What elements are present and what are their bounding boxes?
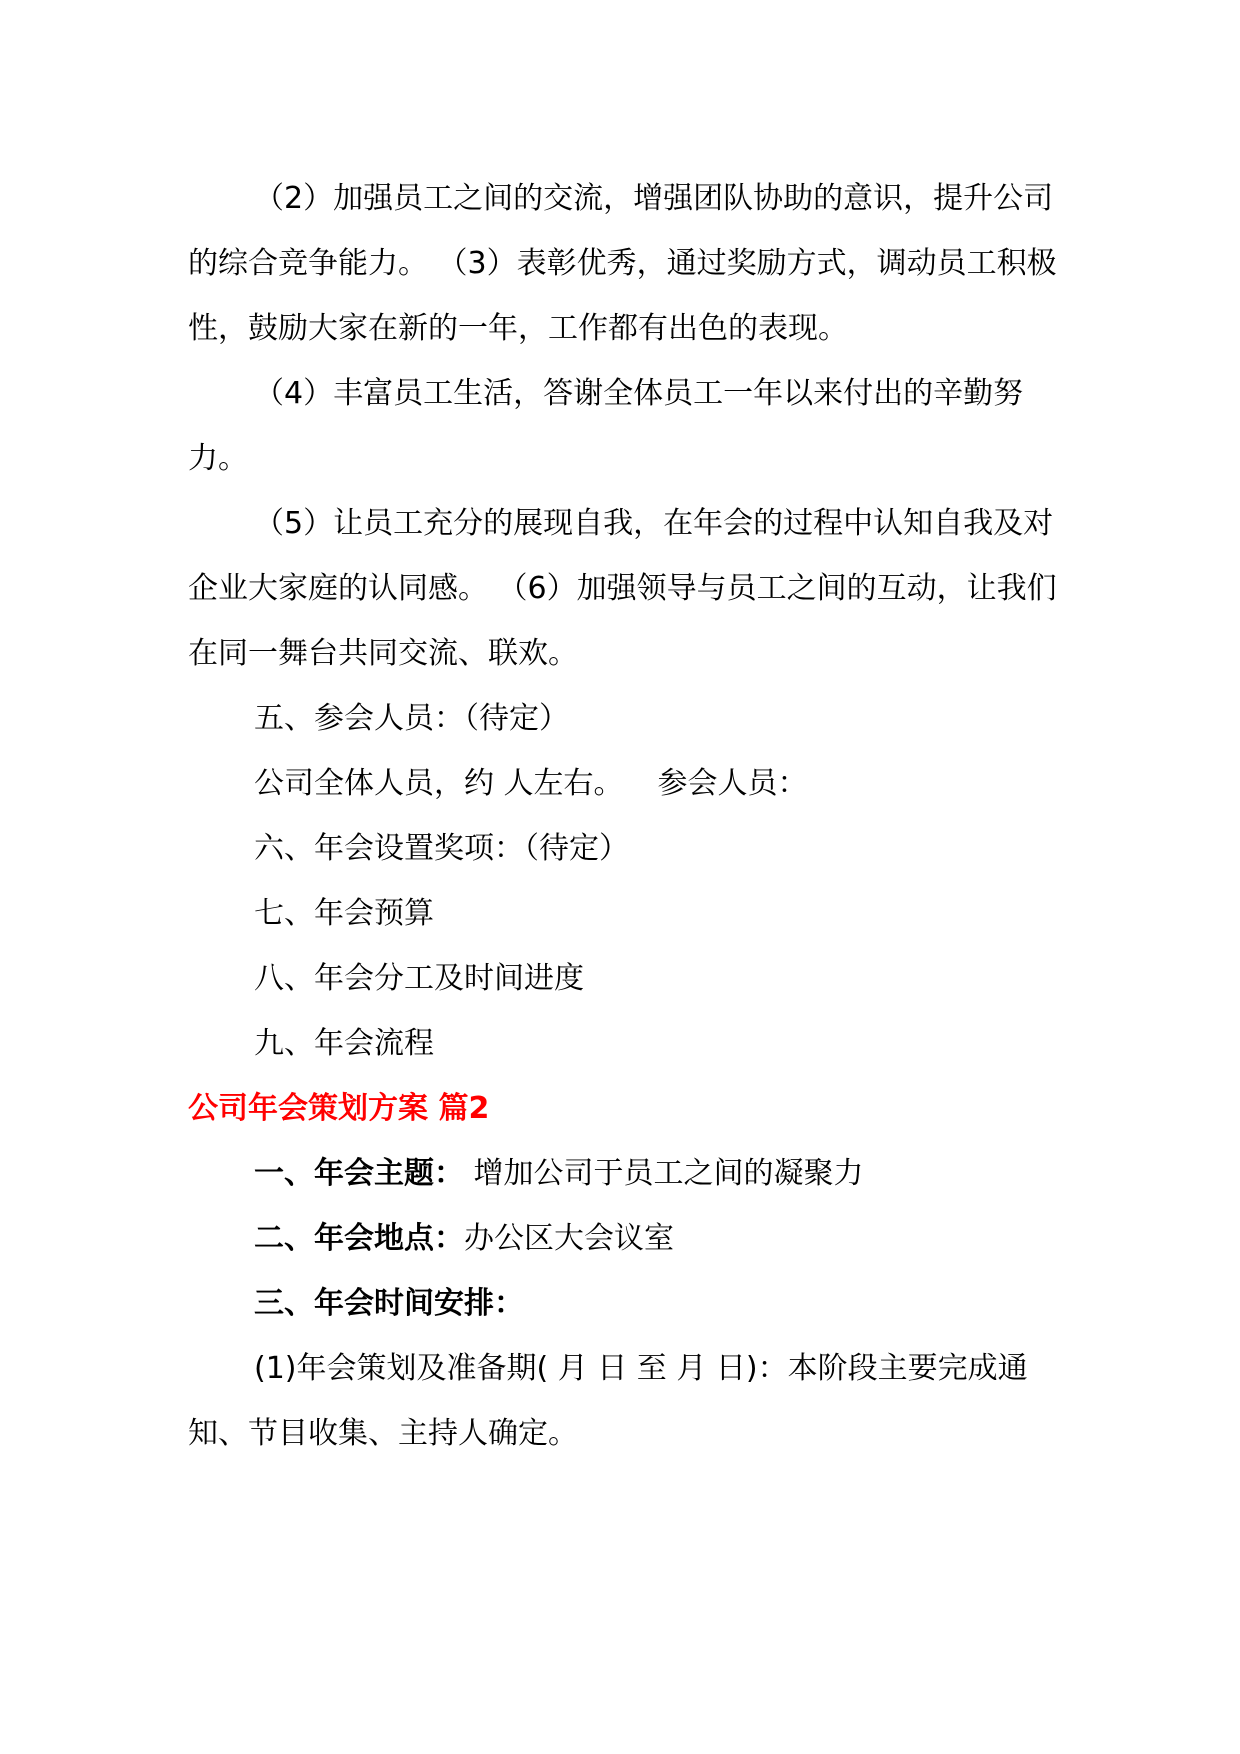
theme-value: 增加公司于员工之间的凝聚力	[464, 1156, 864, 1191]
plan-2-schedule-item-1: (1)年会策划及准备期( 月 日 至 月 日)：本阶段主要完成通知、节目收集、主持人确定。	[188, 1351, 1028, 1451]
document-body	[188, 166, 1060, 1466]
section-budget-title: 七、年会预算	[254, 896, 434, 931]
section-division-title: 八、年会分工及时间进度	[254, 961, 584, 996]
venue-label: 二、年会地点：	[254, 1221, 464, 1256]
schedule-label: 三、年会时间安排：	[254, 1286, 524, 1321]
attendees-count-text: 公司全体人员，约 人左右。	[254, 766, 624, 801]
section-attendees-detail	[188, 751, 1060, 816]
venue-value: 办公区大会议室	[464, 1221, 674, 1256]
theme-label: 一、年会主题：	[254, 1156, 464, 1191]
plan-2-theme	[188, 1141, 1060, 1206]
plan-2-venue	[188, 1206, 1060, 1271]
paragraph-goal-2-3: （2）加强员工之间的交流，增强团队协助的意识，提升公司的综合竞争能力。 （3）表彰优秀，通过奖励方式，调动员工积极性，鼓励大家在新的一年，工作都有出色的表现。	[188, 181, 1057, 346]
paragraph-goal-4: （4）丰富员工生活，答谢全体员工一年以来付出的辛勤努力。	[188, 376, 1024, 476]
section-process-title: 九、年会流程	[254, 1026, 434, 1061]
section-awards-title: 六、年会设置奖项：（待定）	[254, 831, 629, 866]
paragraph-goal-5-6: （5）让员工充分的展现自我，在年会的过程中认知自我及对企业大家庭的认同感。 （6）加强领导与员工之间的互动，让我们在同一舞台共同交流、联欢。	[188, 506, 1057, 671]
plan-2-heading: 公司年会策划方案 篇2	[188, 1091, 490, 1126]
plan-2-schedule-title	[188, 1271, 1060, 1336]
section-attendees-title: 五、参会人员：（待定）	[254, 701, 569, 736]
attendees-list-label: 参会人员：	[657, 766, 808, 801]
